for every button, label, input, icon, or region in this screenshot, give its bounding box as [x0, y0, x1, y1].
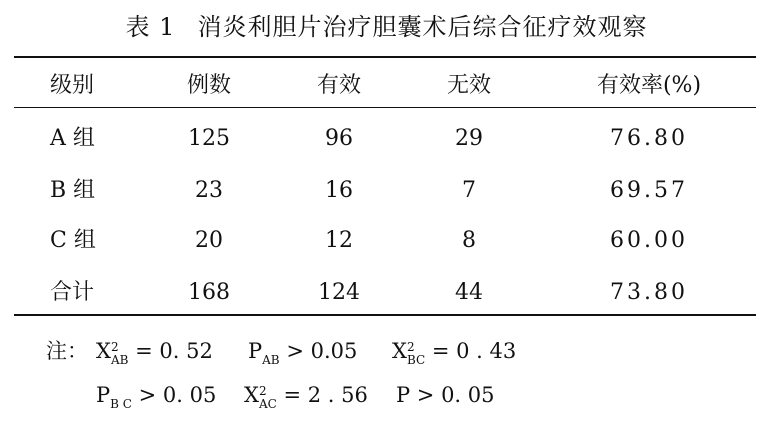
row-effective: 12 — [325, 228, 353, 253]
table-row — [14, 171, 756, 211]
row-level: C 组 — [50, 228, 96, 253]
row-effective: 96 — [325, 126, 353, 151]
row-ineffective: 29 — [455, 126, 483, 151]
header-level: 级别 — [50, 73, 95, 98]
stat-p-overall: P > 0. 05 — [396, 383, 495, 407]
table-caption: 消炎利胆片治疗胆囊术后综合征疗效观察 — [197, 13, 648, 41]
row-rate: 69.57 — [610, 178, 688, 203]
row-rate: 76.80 — [610, 126, 688, 151]
table-row — [14, 119, 756, 159]
row-effective: 124 — [318, 280, 360, 305]
row-cases: 23 — [195, 178, 223, 203]
table-title — [0, 10, 773, 44]
note-prefix: 注： — [46, 339, 88, 363]
row-level: 合计 — [50, 280, 95, 305]
stat-x2-ab: X 2 $_{AB}$ = 0. 52 — [96, 339, 213, 367]
row-rate: 73.80 — [610, 280, 688, 305]
table-row-total — [14, 273, 756, 313]
header-effective-rate: 有效率(%) — [596, 73, 702, 98]
header-rule — [14, 107, 756, 108]
header-effective: 有效 — [316, 73, 361, 98]
row-ineffective: 7 — [462, 178, 476, 203]
stat-x2-ac: X 2 $_{AC}$ = 2 . 56 — [244, 383, 368, 411]
top-rule — [14, 56, 756, 58]
table-row — [14, 221, 756, 261]
header-cases: 例数 — [186, 73, 231, 98]
row-cases: 168 — [188, 280, 230, 305]
row-ineffective: 44 — [455, 280, 483, 305]
stat-x2-bc: X 2 $_{BC}$ = 0 . 43 — [392, 339, 517, 367]
row-rate: 60.00 — [610, 228, 688, 253]
table-number: 表 1 — [125, 13, 176, 41]
row-ineffective: 8 — [462, 228, 476, 253]
row-level: B 组 — [50, 178, 96, 203]
row-level: A 组 — [50, 126, 95, 151]
stat-p-ab: $P_{AB} > 0.05$ — [248, 339, 358, 367]
stat-p-bc: $P_{B C} > 0$. 05 — [96, 383, 217, 411]
table-header-row — [14, 66, 756, 106]
header-ineffective: 无效 — [446, 73, 491, 98]
row-effective: 16 — [325, 178, 353, 203]
row-cases: 125 — [188, 126, 230, 151]
row-cases: 20 — [195, 228, 223, 253]
bottom-rule — [14, 314, 756, 316]
